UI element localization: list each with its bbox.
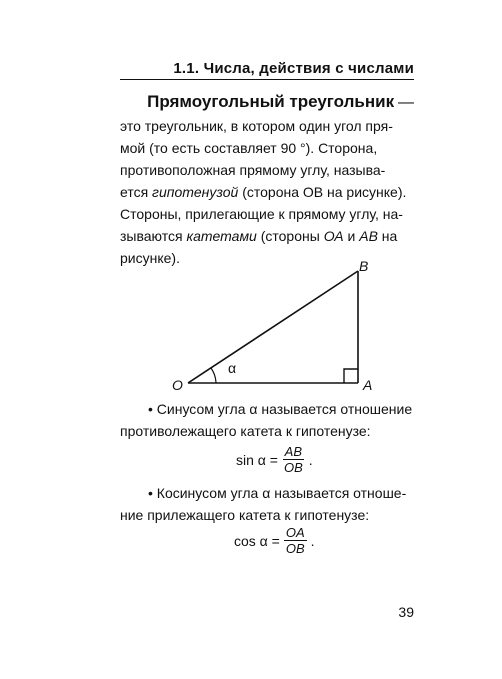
definition-line: это треугольник, в котором один угол пря-: [120, 118, 393, 134]
definition-line: Стороны, прилегающие к прямому углу, на-: [120, 206, 403, 222]
definition-line: рисунке).: [120, 250, 180, 266]
page-number: 39: [398, 604, 414, 620]
definition-first-line: [120, 90, 414, 115]
definition-line: [120, 225, 414, 247]
term-legs: катетами: [186, 228, 257, 244]
sine-line: • Синусом угла α называется отношение: [148, 401, 413, 417]
text-run: (сторона ОВ на рисунке).: [238, 184, 407, 200]
text-run: ется: [120, 184, 153, 200]
cosine-line: ние прилежащего катета к гипотенузе:: [120, 507, 370, 523]
sine-line: противолежащего катета к гипотенузе:: [120, 423, 371, 439]
cosine-numerator: OA: [285, 525, 305, 540]
sine-denominator: OB: [283, 460, 303, 475]
definition-line: [120, 181, 414, 203]
cosine-formula: [234, 525, 315, 556]
cosine-period: .: [310, 532, 315, 549]
side-ob-line: [188, 271, 358, 383]
side-ab: АВ: [359, 228, 378, 244]
triangle-figure: [160, 255, 390, 400]
text-run: зываются: [120, 228, 187, 244]
cosine-fraction: [284, 525, 307, 556]
angle-alpha-label: α: [228, 360, 237, 376]
text-run: на: [377, 228, 398, 244]
sine-formula: [236, 444, 313, 475]
definition-line: мой (то есть составляет 90 °). Сторона,: [120, 140, 378, 156]
definition-line: противоположная прямому углу, называ-: [120, 162, 386, 178]
angle-arc: [211, 368, 216, 383]
sine-fraction: [282, 444, 305, 475]
definition-term: Прямоугольный треугольник: [147, 92, 395, 111]
sine-paragraph: [120, 398, 414, 442]
term-hypotenuse: гипотенузой: [152, 184, 239, 200]
header-rule: [120, 79, 414, 80]
sine-numerator: AB: [284, 444, 303, 459]
side-oa: ОА: [323, 228, 344, 244]
cosine-lhs: cos α =: [234, 532, 280, 549]
vertex-b-label: B: [359, 258, 369, 274]
definition-paragraph: [120, 90, 414, 269]
sine-lhs: sin α =: [236, 451, 278, 468]
vertex-a-label: A: [363, 377, 373, 393]
text-run: и: [343, 228, 360, 244]
sine-period: .: [308, 451, 313, 468]
vertex-o-label: O: [172, 377, 183, 393]
right-angle-mark: [344, 369, 358, 383]
cosine-denominator: OB: [285, 541, 305, 556]
cosine-paragraph: [120, 482, 414, 526]
definition-dash: —: [398, 94, 414, 111]
section-header: 1.1. Числа, действия с числами: [173, 60, 414, 77]
cosine-line: • Косинусом угла α называется отноше-: [148, 485, 407, 501]
text-run: (стороны: [256, 228, 324, 244]
